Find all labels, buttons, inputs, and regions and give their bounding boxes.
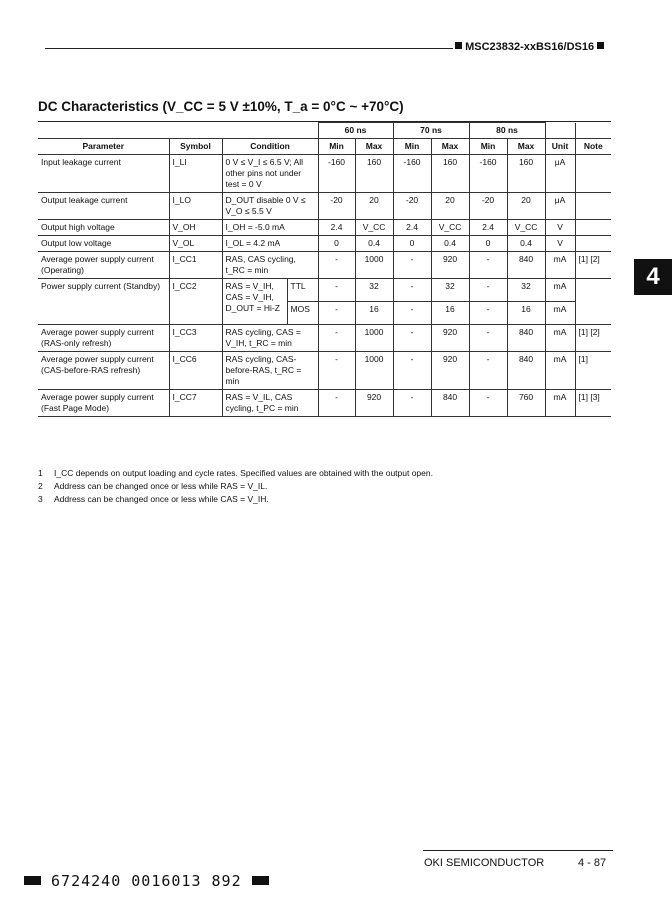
cell-symbol: I_CC7 — [169, 390, 222, 417]
cell-note — [575, 279, 611, 325]
cell-unit: V — [545, 236, 575, 252]
cell-value: - — [318, 252, 355, 279]
standby-mode-label: MOS — [288, 301, 318, 324]
cell-value: - — [393, 352, 431, 390]
cell-unit: V — [545, 220, 575, 236]
cell-value: - — [469, 279, 507, 302]
cell-value: 0 — [318, 236, 355, 252]
table-row — [38, 352, 611, 390]
cell-condition: 0 V ≤ V_I ≤ 6.5 V; All other pins not under test = 0 V — [222, 155, 318, 193]
cell-value: 160 — [355, 155, 393, 193]
cell-parameter: Power supply current (Standby) — [38, 279, 169, 325]
cell-value: V_CC — [431, 220, 469, 236]
cell-parameter: Output low voltage — [38, 236, 169, 252]
cell-note: [1] — [575, 352, 611, 390]
cell-value: 20 — [431, 193, 469, 220]
cell-note — [575, 236, 611, 252]
col-parameter: Parameter — [38, 139, 169, 155]
cell-value: - — [469, 352, 507, 390]
cell-value: 840 — [431, 390, 469, 417]
cell-unit: mA — [545, 302, 575, 325]
dc-characteristics-table — [38, 122, 611, 417]
cell-parameter: Average power supply current (CAS-before-RAS refresh) — [38, 352, 169, 390]
cell-value: -20 — [393, 193, 431, 220]
cell-parameter: Average power supply current (Fast Page Mode) — [38, 390, 169, 417]
table-row — [38, 236, 611, 252]
grade-60ns: 60 ns — [318, 123, 393, 139]
cell-unit: mA — [545, 252, 575, 279]
cell-value: 0 — [469, 236, 507, 252]
cell-symbol: I_CC2 — [169, 279, 222, 325]
cell-note: [1] [2] — [575, 325, 611, 352]
cell-value: - — [469, 325, 507, 352]
cell-value: 20 — [507, 193, 545, 220]
table-row — [38, 279, 611, 302]
cell-condition: RAS, CAS cycling, t_RC = min — [222, 252, 318, 279]
cell-value: 2.4 — [393, 220, 431, 236]
cell-value: 32 — [355, 279, 393, 302]
cell-condition — [222, 279, 318, 325]
cell-symbol: I_CC3 — [169, 325, 222, 352]
col-note: Note — [575, 139, 611, 155]
cell-unit: mA — [545, 279, 575, 302]
document-header — [455, 41, 604, 53]
col-min: Min — [318, 139, 355, 155]
footnote: 3 Address can be changed once or less while CAS = V_IH. — [38, 494, 269, 504]
cell-value: - — [393, 390, 431, 417]
cell-value: 760 — [507, 390, 545, 417]
cell-value: 2.4 — [318, 220, 355, 236]
cell-value: - — [318, 325, 355, 352]
cell-symbol: I_LI — [169, 155, 222, 193]
cell-value: 20 — [355, 193, 393, 220]
cell-value: - — [469, 302, 507, 325]
cell-parameter: Output leakage current — [38, 193, 169, 220]
cell-condition: RAS cycling, CAS = V_IH, t_RC = min — [222, 325, 318, 352]
block-icon — [24, 876, 41, 885]
cell-note — [575, 193, 611, 220]
cell-unit: mA — [545, 390, 575, 417]
cell-condition: I_OL = 4.2 mA — [222, 236, 318, 252]
cell-value: - — [469, 390, 507, 417]
cell-value: V_CC — [355, 220, 393, 236]
footer-rule — [423, 850, 613, 851]
section-title: DC Characteristics (V_CC = 5 V ±10%, T_a = 0°C ~ +70°C) — [38, 99, 404, 114]
document-id: MSC23832-xxBS16/DS16 — [465, 41, 595, 53]
cell-value: - — [393, 252, 431, 279]
cell-unit: mA — [545, 352, 575, 390]
cell-value: 840 — [507, 252, 545, 279]
cell-symbol: V_OL — [169, 236, 222, 252]
cell-value: 0 — [393, 236, 431, 252]
table-row — [38, 252, 611, 279]
table-row — [38, 220, 611, 236]
cell-value: V_CC — [507, 220, 545, 236]
cell-note: [1] [2] — [575, 252, 611, 279]
cell-condition: D_OUT disable 0 V ≤ V_O ≤ 5.5 V — [222, 193, 318, 220]
table-row — [38, 193, 611, 220]
cell-value: - — [318, 352, 355, 390]
cell-unit: mA — [545, 325, 575, 352]
cell-value: 2.4 — [469, 220, 507, 236]
cell-value: 0.4 — [355, 236, 393, 252]
footnote: 1 I_CC depends on output loading and cycle rates. Specified values are obtained with the output open. — [38, 468, 433, 478]
block-icon — [252, 876, 269, 885]
footnotes — [38, 467, 433, 506]
footer-company: OKI SEMICONDUCTOR — [424, 857, 545, 869]
cell-value: 1000 — [355, 352, 393, 390]
cell-value: 16 — [431, 302, 469, 325]
cell-value: -20 — [469, 193, 507, 220]
cell-value: -160 — [393, 155, 431, 193]
barcode-line — [24, 872, 269, 890]
square-bullet-icon — [597, 42, 604, 49]
col-max: Max — [355, 139, 393, 155]
cell-symbol: I_CC6 — [169, 352, 222, 390]
cell-value: - — [318, 390, 355, 417]
cell-value: 920 — [355, 390, 393, 417]
cell-parameter: Average power supply current (RAS-only refresh) — [38, 325, 169, 352]
grade-80ns: 80 ns — [469, 123, 545, 139]
cell-parameter: Average power supply current (Operating) — [38, 252, 169, 279]
cell-note — [575, 220, 611, 236]
cell-value: - — [318, 279, 355, 302]
cell-unit: μA — [545, 155, 575, 193]
cell-value: 840 — [507, 325, 545, 352]
cell-value: 16 — [507, 302, 545, 325]
cell-value: 16 — [355, 302, 393, 325]
condition-text: RAS = V_IH, CAS = V_IH, D_OUT = Hi-Z — [225, 281, 280, 313]
cell-value: 920 — [431, 352, 469, 390]
grade-70ns: 70 ns — [393, 123, 469, 139]
col-max: Max — [507, 139, 545, 155]
cell-symbol: I_LO — [169, 193, 222, 220]
cell-value: - — [393, 302, 431, 325]
col-min: Min — [469, 139, 507, 155]
cell-symbol: V_OH — [169, 220, 222, 236]
table-row — [38, 325, 611, 352]
table-row — [38, 390, 611, 417]
cell-symbol: I_CC1 — [169, 252, 222, 279]
cell-note — [575, 155, 611, 193]
cell-value: -160 — [318, 155, 355, 193]
cell-condition: I_OH = -5.0 mA — [222, 220, 318, 236]
cell-value: - — [318, 302, 355, 325]
col-max: Max — [431, 139, 469, 155]
cell-note: [1] [3] — [575, 390, 611, 417]
footnote: 2 Address can be changed once or less while RAS = V_IL. — [38, 481, 268, 491]
cell-value: 32 — [431, 279, 469, 302]
cell-parameter: Output high voltage — [38, 220, 169, 236]
header-row-columns — [38, 139, 611, 155]
standby-mode-label: TTL — [290, 281, 306, 291]
cell-value: 920 — [431, 252, 469, 279]
cell-value: 160 — [431, 155, 469, 193]
cell-value: - — [469, 252, 507, 279]
table-body — [38, 123, 611, 417]
cell-value: 920 — [431, 325, 469, 352]
square-bullet-icon — [455, 42, 462, 49]
header-rule — [45, 48, 453, 49]
footer-page-number: 4 - 87 — [578, 857, 607, 869]
cell-value: 1000 — [355, 325, 393, 352]
cell-value: - — [393, 325, 431, 352]
col-unit: Unit — [545, 139, 575, 155]
cell-unit: μA — [545, 193, 575, 220]
cell-condition: RAS cycling, CAS-before-RAS, t_RC = min — [222, 352, 318, 390]
col-symbol: Symbol — [169, 139, 222, 155]
cell-value: 840 — [507, 352, 545, 390]
cell-parameter: Input leakage current — [38, 155, 169, 193]
table-row — [38, 155, 611, 193]
section-tab-marker: 4 — [634, 259, 672, 295]
cell-value: 0.4 — [507, 236, 545, 252]
cell-value: 0.4 — [431, 236, 469, 252]
col-min: Min — [393, 139, 431, 155]
col-condition: Condition — [222, 139, 318, 155]
cell-value: -20 — [318, 193, 355, 220]
cell-value: 32 — [507, 279, 545, 302]
barcode-text: 6724240 0016013 892 — [51, 872, 242, 890]
cell-condition: RAS = V_IL, CAS cycling, t_PC = min — [222, 390, 318, 417]
cell-value: 160 — [507, 155, 545, 193]
cell-value: 1000 — [355, 252, 393, 279]
header-row-grades — [38, 123, 611, 139]
cell-value: -160 — [469, 155, 507, 193]
cell-value: - — [393, 279, 431, 302]
